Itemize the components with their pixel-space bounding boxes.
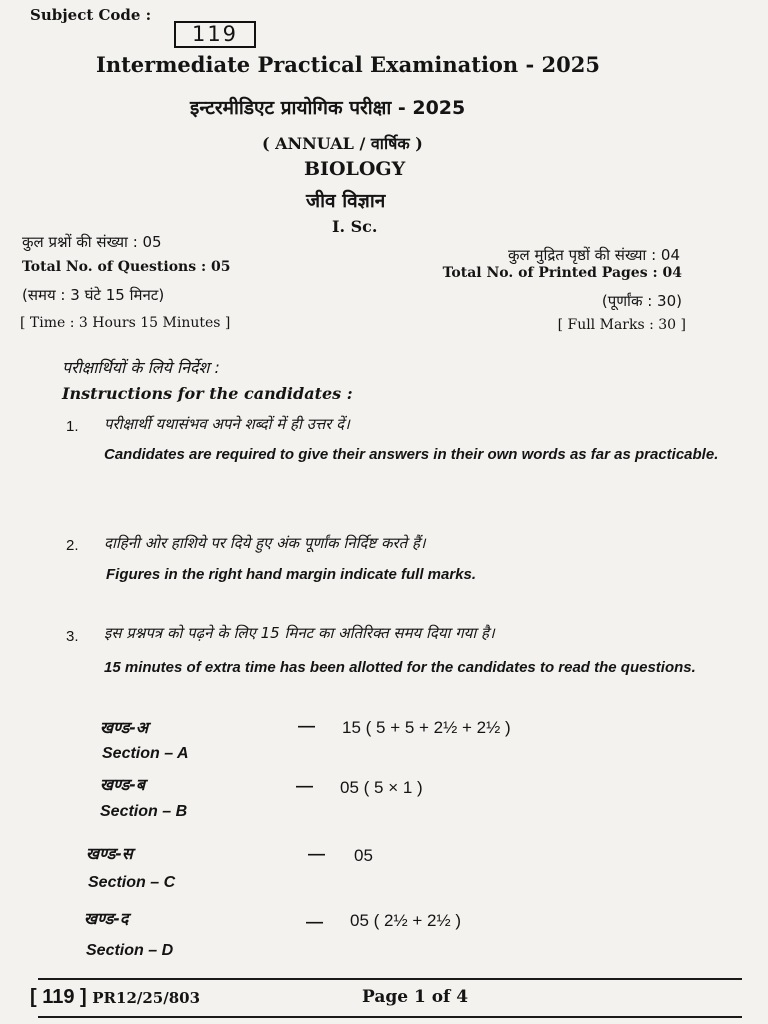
section-marks: 05 [354, 846, 373, 865]
instruction-text-hindi: परीक्षार्थी यथासंभव अपने शब्दों में ही उत्तर दें। [104, 415, 350, 433]
footer-code-bracket: [ 119 ] [30, 986, 87, 1008]
instruction-number: 1. [66, 418, 79, 435]
total-questions-english: Total No. of Questions : 05 [22, 259, 231, 275]
subject-name-english: BIOLOGY [304, 158, 406, 180]
section-label-hindi: खण्ड-ब [100, 775, 146, 794]
section-label-english: Section – A [102, 745, 189, 762]
section-label-hindi: खण्ड-अ [100, 718, 149, 737]
subject-name-hindi: जीव विज्ञान [306, 190, 386, 212]
section-label-english: Section – C [88, 874, 176, 891]
exam-title-english: Intermediate Practical Examination - 2025 [96, 52, 600, 77]
instruction-text-english: Candidates are required to give their answers in their own words as far as practicable. [104, 446, 719, 463]
section-label-hindi: खण्ड-द [84, 909, 129, 928]
section-label-hindi: खण्ड-स [86, 844, 133, 863]
total-pages-hindi: कुल मुद्रित पृष्ठों की संख्या : 04 [508, 246, 680, 264]
instruction-number: 3. [66, 628, 79, 645]
footer-page-number: Page 1 of 4 [362, 987, 469, 1007]
time-english: [ Time : 3 Hours 15 Minutes ] [20, 315, 231, 331]
stream-label: I. Sc. [332, 217, 378, 236]
footer-top-rule [38, 978, 742, 980]
section-dash: — [306, 912, 323, 931]
footer-bottom-rule [38, 1016, 742, 1018]
instruction-text-english: 15 minutes of extra time has been allotted for the candidates to read the questions. [104, 659, 696, 676]
instruction-text-hindi: दाहिनी ओर हाशिये पर दिये हुए अंक पूर्णांक निर्दिष्ट करते हैं। [104, 534, 426, 552]
time-hindi: (समय : 3 घंटे 15 मिनट) [22, 286, 165, 304]
footer-paper-code: PR12/25/803 [92, 989, 201, 1007]
section-dash: — [308, 844, 325, 863]
instruction-text-hindi: इस प्रश्नपत्र को पढ़ने के लिए 15 मिनट का अतिरिक्त समय दिया गया है। [104, 624, 495, 642]
total-pages-english: Total No. of Printed Pages : 04 [442, 265, 682, 281]
section-dash: — [296, 776, 313, 795]
section-marks: 05 ( 2½ + 2½ ) [350, 911, 462, 930]
subject-code-box: 119 [174, 21, 256, 48]
exam-title-hindi: इन्टरमीडिएट प्रायोगिक परीक्षा - 2025 [190, 97, 466, 119]
section-label-english: Section – B [100, 803, 188, 820]
section-marks: 05 ( 5 × 1 ) [340, 778, 423, 797]
section-marks: 15 ( 5 + 5 + 2½ + 2½ ) [342, 718, 511, 737]
section-label-english: Section – D [86, 942, 174, 959]
instruction-text-english: Figures in the right hand margin indicate full marks. [106, 566, 477, 583]
instruction-number: 2. [66, 537, 79, 554]
instructions-heading-english: Instructions for the candidates : [62, 384, 353, 403]
instructions-heading-hindi: परीक्षार्थियों के लिये निर्देश : [62, 358, 220, 377]
total-questions-hindi: कुल प्रश्नों की संख्या : 05 [22, 233, 162, 251]
subject-code-label: Subject Code : [30, 6, 152, 24]
full-marks-hindi: (पूर्णांक : 30) [601, 292, 682, 310]
section-dash: — [298, 716, 315, 735]
full-marks-english: [ Full Marks : 30 ] [557, 317, 686, 333]
exam-session: ( ANNUAL / वार्षिक ) [262, 134, 423, 153]
footer-subject-code [30, 986, 200, 1009]
